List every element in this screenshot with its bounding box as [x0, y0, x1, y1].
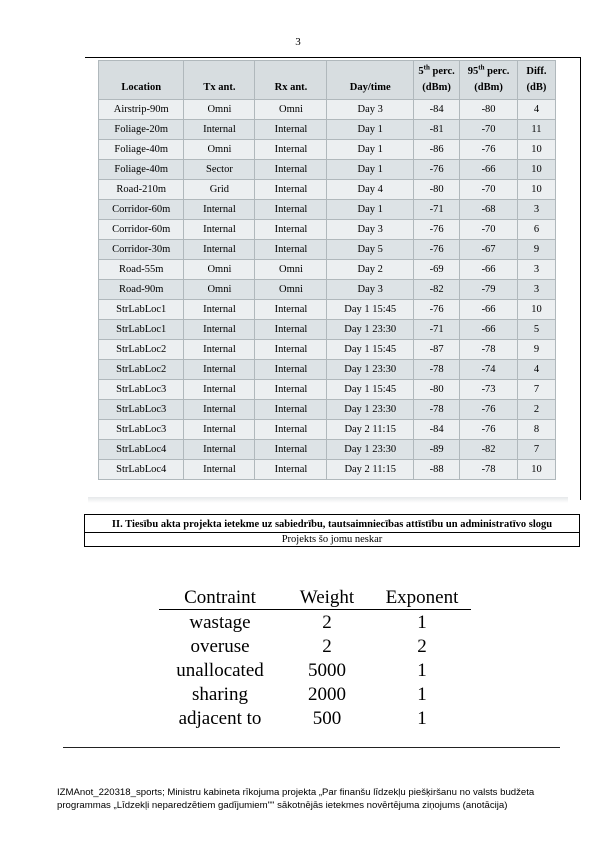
table-row — [159, 659, 471, 683]
table-cell: -89 — [413, 440, 459, 460]
table-cell: 2000 — [308, 684, 346, 705]
table-cell: StrLabLoc4 — [99, 460, 184, 480]
table-cell: Internal — [255, 240, 327, 260]
section-table — [84, 514, 580, 547]
table-cell: Internal — [255, 300, 327, 320]
table-cell: Omni — [184, 140, 255, 160]
table-cell: Omni — [184, 260, 255, 280]
table-cell: -78 — [413, 400, 459, 420]
table-cell: 10 — [517, 180, 555, 200]
table-cell: -78 — [460, 460, 518, 480]
rule — [63, 747, 560, 748]
table-cell: Day 2 11:15 — [327, 420, 413, 440]
table-cell: 10 — [517, 140, 555, 160]
table-cell: Day 1 15:45 — [327, 340, 413, 360]
table-cell: Omni — [255, 280, 327, 300]
table-cell: Road-210m — [99, 180, 184, 200]
table-cell: 1 — [417, 708, 427, 729]
table-cell: 2 — [322, 636, 332, 657]
constraint-table-body — [159, 611, 471, 731]
table-cell: 500 — [312, 708, 342, 729]
table-row — [159, 683, 471, 707]
measurement-table — [98, 60, 556, 480]
table-cell: 1 — [417, 660, 427, 681]
table-cell: Omni — [184, 280, 255, 300]
table-row — [99, 320, 556, 340]
table-row — [99, 180, 556, 200]
table-cell: 5 — [517, 320, 555, 340]
table-cell: Road-90m — [99, 280, 184, 300]
header-exponent: Exponent — [385, 587, 459, 608]
table-cell: Foliage-40m — [99, 160, 184, 180]
table-row — [99, 160, 556, 180]
table-cell: Internal — [184, 340, 255, 360]
table-cell: Day 1 — [327, 160, 413, 180]
table-cell: -71 — [413, 200, 459, 220]
table-cell: Internal — [255, 420, 327, 440]
page-number: 3 — [295, 36, 301, 48]
header-tx-antenna: Tx ant. — [184, 61, 255, 100]
table-cell: Day 1 15:45 — [327, 300, 413, 320]
table-cell: Internal — [255, 460, 327, 480]
constraint-table-header — [159, 586, 471, 611]
table-cell: overuse — [190, 636, 250, 657]
table-cell: 1 — [417, 612, 427, 633]
table-cell: -76 — [460, 420, 518, 440]
constraint-table — [159, 586, 471, 731]
table-cell: Corridor-30m — [99, 240, 184, 260]
table-cell: Grid — [184, 180, 255, 200]
table-cell: -76 — [413, 220, 459, 240]
table-cell: 9 — [517, 240, 555, 260]
header-diff: Diff. (dB) — [517, 61, 555, 100]
section-body: Projekts šo jomu neskar — [85, 533, 580, 547]
table-cell: 6 — [517, 220, 555, 240]
table-cell: Internal — [255, 160, 327, 180]
table-cell: Internal — [255, 140, 327, 160]
table-cell: Day 4 — [327, 180, 413, 200]
table-cell: 10 — [517, 160, 555, 180]
table-cell: StrLabLoc4 — [99, 440, 184, 460]
table-cell: -76 — [460, 140, 518, 160]
table-cell: Internal — [255, 220, 327, 240]
table-cell: Foliage-40m — [99, 140, 184, 160]
constraint-table-image — [63, 569, 563, 750]
table-cell: Internal — [184, 120, 255, 140]
table-cell: Internal — [184, 240, 255, 260]
table-cell: -76 — [460, 400, 518, 420]
table-row — [99, 420, 556, 440]
table-cell: StrLabLoc2 — [99, 360, 184, 380]
table-row — [99, 460, 556, 480]
table-cell: Day 1 — [327, 200, 413, 220]
table-cell: -76 — [413, 300, 459, 320]
table-cell: 10 — [517, 460, 555, 480]
table-row — [99, 440, 556, 460]
table-cell: Omni — [255, 100, 327, 120]
table-cell: -70 — [460, 180, 518, 200]
table-cell: 10 — [517, 300, 555, 320]
table-cell: Internal — [184, 460, 255, 480]
table-cell: Corridor-60m — [99, 220, 184, 240]
table-cell: -68 — [460, 200, 518, 220]
table-row — [99, 100, 556, 120]
table-cell: Internal — [184, 200, 255, 220]
table-cell: Omni — [184, 100, 255, 120]
table-cell: Internal — [184, 300, 255, 320]
table-cell: StrLabLoc1 — [99, 300, 184, 320]
header-constraint: Contraint — [184, 587, 256, 608]
table-cell: StrLabLoc3 — [99, 420, 184, 440]
table-cell: sharing — [192, 684, 248, 705]
table-cell: Internal — [184, 400, 255, 420]
table-cell: Internal — [255, 440, 327, 460]
table-cell: Internal — [255, 380, 327, 400]
table-cell: 8 — [517, 420, 555, 440]
table-cell: StrLabLoc1 — [99, 320, 184, 340]
header-weight: Weight — [299, 587, 355, 608]
table-cell: Day 3 — [327, 280, 413, 300]
table-cell: -82 — [460, 440, 518, 460]
table-cell: 9 — [517, 340, 555, 360]
table-cell: 7 — [517, 380, 555, 400]
table-cell: StrLabLoc3 — [99, 400, 184, 420]
measurement-table-header — [99, 61, 556, 100]
table-cell: -69 — [413, 260, 459, 280]
table-cell: 7 — [517, 440, 555, 460]
footer-text: IZMAnot_220318_sports; Ministru kabineta rīkojuma projekta „Par finanšu līdzekļu piešķiršanu no valsts budžeta programmas „Līdzekļi neparedzētiem gadījumiem"" sākotnējās ietekmes novērtējuma ziņojums (anotācija) — [57, 787, 535, 811]
table-cell: -66 — [460, 260, 518, 280]
table-row — [99, 120, 556, 140]
table-cell: StrLabLoc3 — [99, 380, 184, 400]
table-cell: -76 — [413, 160, 459, 180]
table-cell: StrLabLoc2 — [99, 340, 184, 360]
table-cell: -87 — [413, 340, 459, 360]
table-cell: Corridor-60m — [99, 200, 184, 220]
table-cell: Day 1 23:30 — [327, 360, 413, 380]
table-cell: -84 — [413, 420, 459, 440]
scan-edge — [88, 497, 568, 503]
rule — [159, 609, 471, 610]
table-cell: -70 — [460, 220, 518, 240]
table-cell: -67 — [460, 240, 518, 260]
table-cell: Sector — [184, 160, 255, 180]
table-cell: Road-55m — [99, 260, 184, 280]
table-cell: -71 — [413, 320, 459, 340]
table-cell: 1 — [417, 684, 427, 705]
table-cell: Day 3 — [327, 220, 413, 240]
table-cell: 2 — [417, 636, 427, 657]
table-cell: -84 — [413, 100, 459, 120]
header-location: Location — [99, 61, 184, 100]
table-row — [99, 240, 556, 260]
table-cell: 2 — [517, 400, 555, 420]
table-cell: Day 1 23:30 — [327, 440, 413, 460]
table-row — [99, 360, 556, 380]
table-cell: 2 — [322, 612, 332, 633]
table-cell: adjacent to — [178, 708, 262, 729]
table-cell: -80 — [413, 180, 459, 200]
table-cell: Day 3 — [327, 100, 413, 120]
table-cell: wastage — [189, 612, 251, 633]
table-cell: -79 — [460, 280, 518, 300]
table-cell: Day 1 23:30 — [327, 320, 413, 340]
table-cell: 4 — [517, 360, 555, 380]
table-cell: -86 — [413, 140, 459, 160]
table-cell: Internal — [255, 340, 327, 360]
table-cell: -80 — [413, 380, 459, 400]
table-cell: Day 1 — [327, 140, 413, 160]
table-cell: Day 2 — [327, 260, 413, 280]
table-cell: Day 1 15:45 — [327, 380, 413, 400]
table-row — [99, 400, 556, 420]
table-row — [99, 140, 556, 160]
table-cell: 3 — [517, 280, 555, 300]
header-day-time: Day/time — [327, 61, 413, 100]
header-rx-antenna: Rx ant. — [255, 61, 327, 100]
table-cell: Foliage-20m — [99, 120, 184, 140]
table-cell: -78 — [460, 340, 518, 360]
table-cell: Internal — [255, 400, 327, 420]
table-cell: -66 — [460, 300, 518, 320]
table-cell: 3 — [517, 200, 555, 220]
table-cell: 5000 — [308, 660, 346, 681]
table-cell: Omni — [255, 260, 327, 280]
table-row — [99, 380, 556, 400]
table-cell: Internal — [255, 200, 327, 220]
table-row — [159, 611, 471, 635]
table-cell: Internal — [184, 320, 255, 340]
table-cell: -76 — [413, 240, 459, 260]
table-cell: -66 — [460, 160, 518, 180]
table-cell: 3 — [517, 260, 555, 280]
table-cell: -70 — [460, 120, 518, 140]
table-row — [159, 707, 471, 731]
header-95th-percentile: 95th perc. (dBm) — [460, 61, 518, 100]
table-row — [99, 340, 556, 360]
table-cell: unallocated — [176, 660, 264, 681]
table-cell: Day 2 11:15 — [327, 460, 413, 480]
section-title: II. Tiesību akta projekta ietekme uz sabiedrību, tautsaimniecības attīstību un administratīvo slogu — [85, 515, 580, 533]
measurement-table-body — [99, 100, 556, 480]
table-cell: 4 — [517, 100, 555, 120]
table-row — [99, 260, 556, 280]
table-cell: -66 — [460, 320, 518, 340]
table-cell: -78 — [413, 360, 459, 380]
table-cell: Internal — [184, 220, 255, 240]
table-cell: -80 — [460, 100, 518, 120]
table-cell: Internal — [184, 440, 255, 460]
table-row — [99, 220, 556, 240]
table-row — [159, 635, 471, 659]
table-cell: Day 1 23:30 — [327, 400, 413, 420]
table-cell: -88 — [413, 460, 459, 480]
table-cell: Internal — [184, 380, 255, 400]
table-cell: Day 5 — [327, 240, 413, 260]
table-cell: -81 — [413, 120, 459, 140]
table-cell: Airstrip-90m — [99, 100, 184, 120]
header-5th-percentile: 5th perc. (dBm) — [413, 61, 459, 100]
table-cell: Internal — [255, 360, 327, 380]
table-cell: Internal — [255, 180, 327, 200]
table-cell: -73 — [460, 380, 518, 400]
measurement-table-image — [98, 60, 556, 480]
table-row — [99, 280, 556, 300]
table-cell: Internal — [184, 360, 255, 380]
table-row — [99, 300, 556, 320]
table-cell: -82 — [413, 280, 459, 300]
table-cell: Internal — [184, 420, 255, 440]
table-row — [99, 200, 556, 220]
table-cell: Internal — [255, 120, 327, 140]
table-cell: -74 — [460, 360, 518, 380]
table-cell: Day 1 — [327, 120, 413, 140]
table-cell: 11 — [517, 120, 555, 140]
table-cell: Internal — [255, 320, 327, 340]
